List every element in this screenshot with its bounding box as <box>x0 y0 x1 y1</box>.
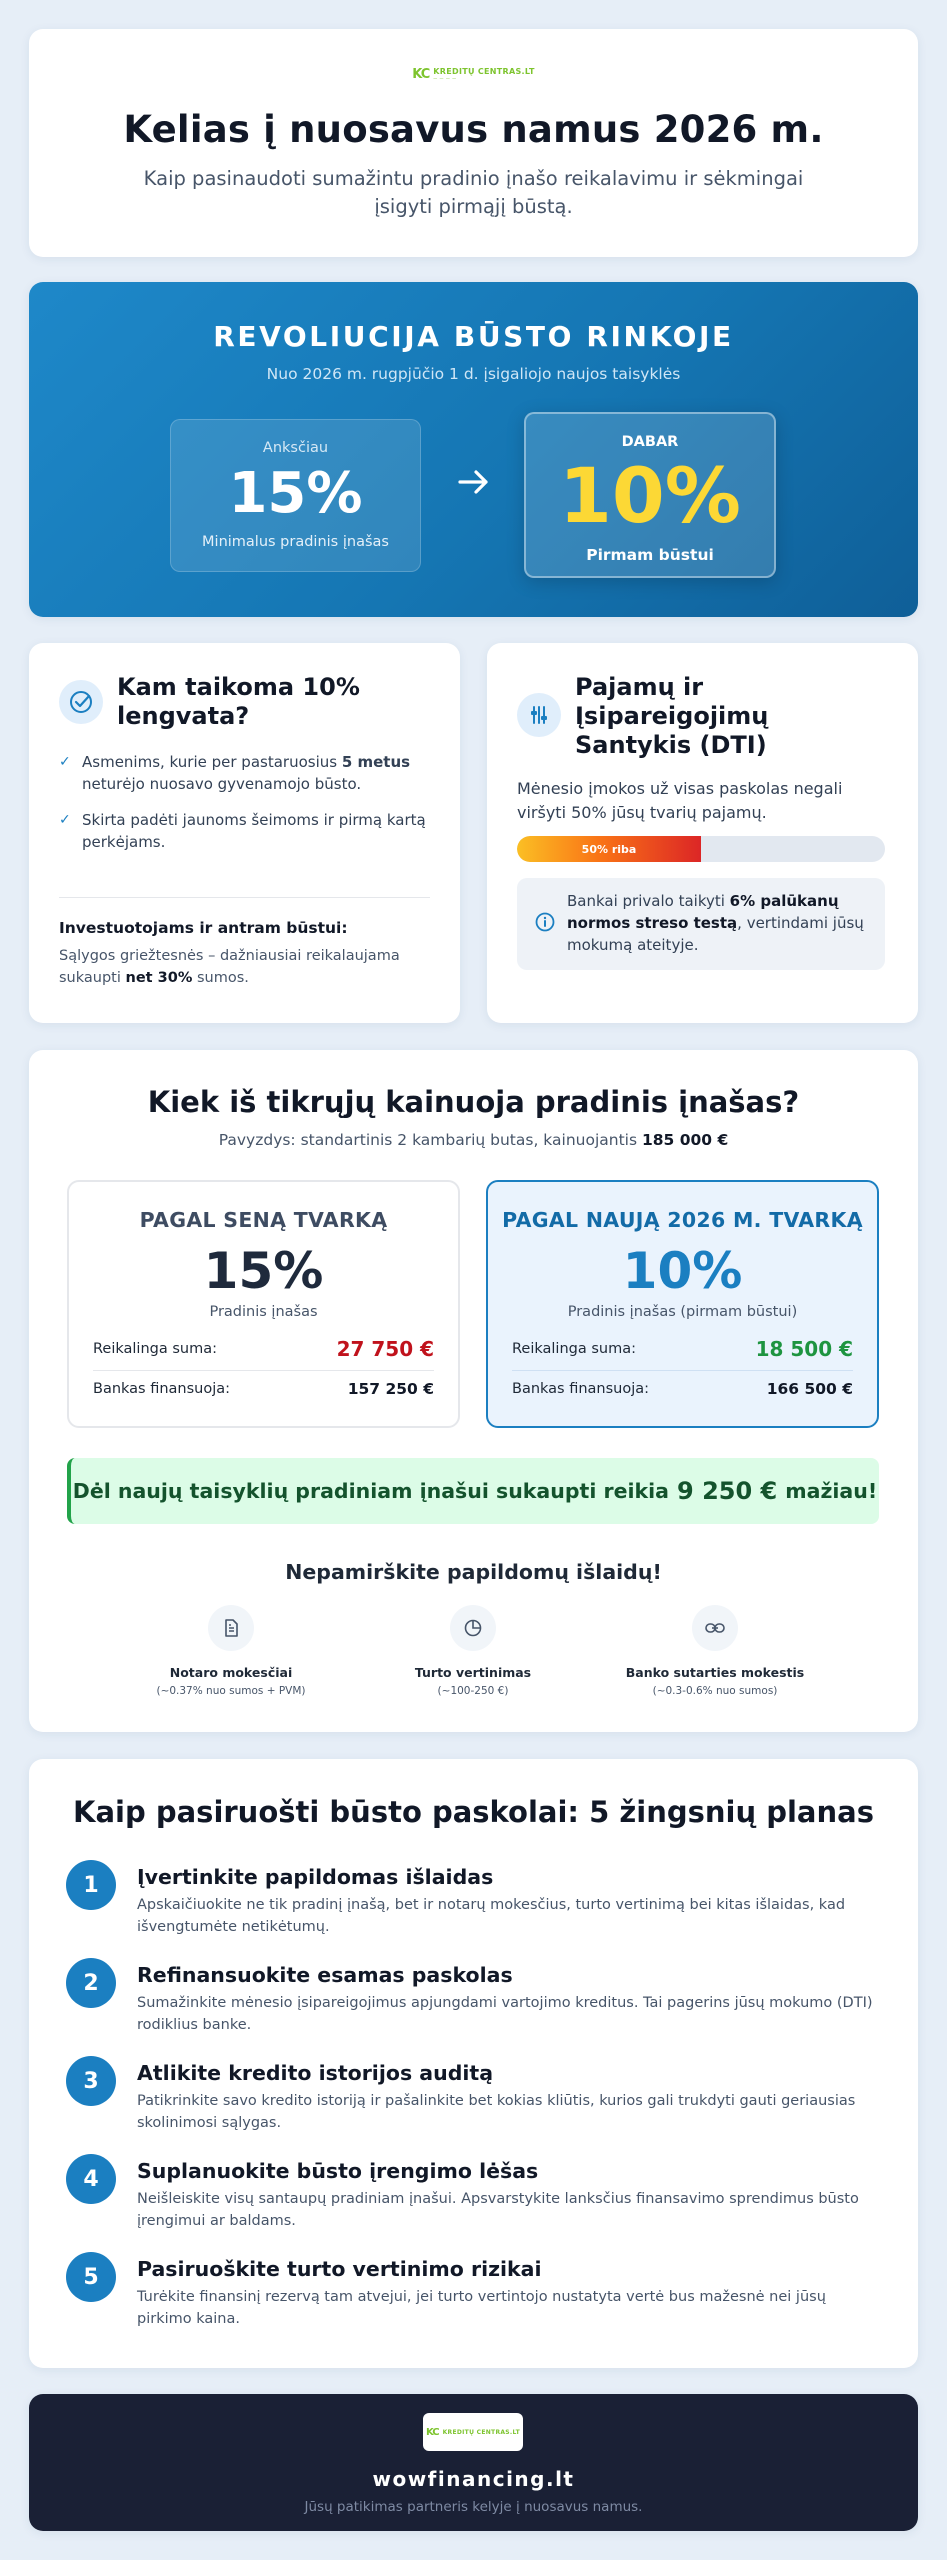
divider <box>93 1370 434 1371</box>
sliders-icon <box>517 693 561 737</box>
eligibility-card <box>29 643 460 1023</box>
hero-banner <box>29 282 918 617</box>
dti-card <box>487 643 918 1023</box>
check-icon: ✓ <box>59 754 71 770</box>
step-title: Refinansuokite esamas paskolas <box>137 1963 513 1987</box>
stress-test-text: Bankai privalo taikyti 6% palūkanų normos streso testą, vertindami jūsų mokumą ateityje. <box>567 892 864 954</box>
step-number: 3 <box>66 2056 116 2106</box>
steps-card <box>29 1759 918 2368</box>
hero-subtitle: Nuo 2026 m. rugpjūčio 1 d. įsigaliojo naujos taisyklės <box>266 365 681 383</box>
step-description: Apskaičiuokite ne tik pradinį įnašą, bet ir notarų mokesčius, turto vertinimą bei kitas išlaidas, kad išvengtumėte netikėtumų. <box>137 1897 846 1935</box>
eligibility-list <box>59 751 439 867</box>
divider <box>59 897 430 898</box>
logo-name: KREDITŲ CENTRAS.LT <box>442 2428 521 2436</box>
stress-test-info <box>517 878 885 970</box>
footer-logo[interactable] <box>423 2413 523 2451</box>
new-rate-caption: Pirmam būstui <box>586 546 714 564</box>
old-plan-financed-value: 157 250 € <box>347 1380 434 1398</box>
footer-tagline: Jūsų patikimas partneris kelyje į nuosavus namus. <box>304 2499 643 2515</box>
divider <box>512 1370 853 1371</box>
check-icon: ✓ <box>59 812 71 828</box>
step-description: Neišleiskite visų santaupų pradiniam įnašui. Apsvarstykite lanksčius finansavimo sprendimus būsto įrengimui ar baldams. <box>137 2191 859 2229</box>
step-number: 5 <box>66 2252 116 2302</box>
step-description: Patikrinkite savo kredito istoriją ir pašalinkite bet kokias kliūtis, kurios gali trukdyti gauti geriausias skolinimosi sąlygas. <box>137 2093 856 2131</box>
extra-costs-title: Nepamirškite papildomų išlaidų! <box>285 1560 662 1584</box>
step-number: 2 <box>66 1958 116 2008</box>
document-icon <box>208 1605 254 1651</box>
step-title: Suplanuokite būsto įrengimo lėšas <box>137 2159 539 2183</box>
page-subtitle: Kaip pasinaudoti sumažintu pradinio įnašo reikalavimu ir sėkmingai įsigyti pirmąjį būstą. <box>143 167 804 218</box>
old-rate-label: Anksčiau <box>262 440 329 456</box>
step-title: Įvertinkite papildomas išlaidas <box>137 1865 494 1889</box>
dti-limit-label: 50% riba <box>581 842 637 856</box>
new-rate-box <box>524 412 776 578</box>
logo-mark: KC <box>412 67 430 82</box>
step-title: Pasiruoškite turto vertinimo rizikai <box>137 2257 542 2281</box>
old-plan-title: PAGAL SENĄ TVARKĄ <box>139 1208 388 1232</box>
new-rate-value: 10% <box>559 451 741 540</box>
old-plan-percent: 15% <box>203 1242 324 1300</box>
dti-title: Pajamų ir Įsipareigojimų Santykis (DTI) <box>575 673 769 759</box>
logo-mark: KC <box>425 2426 439 2438</box>
cost-title: Kiek iš tikrųjų kainuoja pradinis įnašas? <box>147 1085 800 1119</box>
link-icon <box>692 1605 738 1651</box>
dti-description: Mėnesio įmokos už visas paskolas negali viršyti 50% jūsų tvarių pajamų. <box>517 779 843 822</box>
new-plan-financed-value: 166 500 € <box>766 1380 853 1398</box>
page-title: Kelias į nuosavus namus 2026 m. <box>123 108 824 151</box>
footer-site-link[interactable]: wowfinancing.lt <box>372 2467 575 2491</box>
cost-card <box>29 1050 918 1732</box>
old-plan-financed-row: Bankas finansuoja: 157 250 € <box>93 1380 434 1398</box>
new-plan-required-row: Reikalinga suma: 18 500 € <box>512 1337 853 1361</box>
list-item: ✓ Asmenims, kurie per pastaruosius 5 metus neturėjo nuosavo gyvenamojo būsto. <box>59 753 411 793</box>
savings-amount: 9 250 € <box>677 1477 778 1505</box>
dti-limit-bar-fill <box>517 836 701 862</box>
list-item: ✓ Skirta padėti jaunoms šeimoms ir pirmą kartą perkėjams. <box>59 811 426 851</box>
check-circle-icon <box>59 680 103 724</box>
step-number: 4 <box>66 2154 116 2204</box>
old-rate-caption: Minimalus pradinis įnašas <box>202 534 389 550</box>
steps-title: Kaip pasiruošti būsto paskolai: 5 žingsnių planas <box>73 1795 874 1829</box>
investor-title: Investuotojams ir antram būstui: <box>59 919 348 937</box>
info-icon <box>535 912 555 932</box>
step-description: Sumažinkite mėnesio įsipareigojimus apjungdami vartojimo kreditus. Tai pagerins jūsų mokumo (DTI) rodiklius banke. <box>137 1995 873 2033</box>
old-plan-box <box>67 1180 460 1428</box>
step-number: 1 <box>66 1860 116 1910</box>
pie-chart-icon <box>450 1605 496 1651</box>
cost-example: Pavyzdys: standartinis 2 kambarių butas, kainuojantis 185 000 € <box>218 1131 729 1149</box>
new-plan-title: PAGAL NAUJĄ 2026 M. TVARKĄ <box>502 1208 863 1232</box>
old-plan-percent-label: Pradinis įnašas <box>209 1304 318 1320</box>
new-rate-label: DABAR <box>621 434 679 450</box>
step-description: Turėkite finansinį rezervą tam atvejui, jei turto vertintojo nustatyta vertė bus mažesnė nei jūsų pirkimo kaina. <box>137 2289 826 2327</box>
investor-text: Sąlygos griežtesnės – dažniausiai reikalaujama sukaupti net 30% sumos. <box>59 948 400 986</box>
dti-limit-bar <box>517 836 885 862</box>
eligibility-title: Kam taikoma 10% lengvata? <box>117 673 360 730</box>
savings-banner: Dėl naujų taisyklių pradiniam įnašui sukaupti reikia 9 250 € mažiau! <box>67 1458 879 1524</box>
hero-title: REVOLIUCIJA BŪSTO RINKOJE <box>213 320 734 353</box>
header-card <box>29 29 918 257</box>
old-plan-required-row: Reikalinga suma: 27 750 € <box>93 1337 434 1361</box>
fee-item-notary: Notaro mokesčiai (~0.37% nuo sumos + PVM) <box>101 1605 361 1697</box>
step-title: Atlikite kredito istorijos auditą <box>137 2061 494 2085</box>
new-plan-required-value: 18 500 € <box>755 1337 853 1361</box>
footer <box>29 2394 918 2531</box>
old-plan-required-value: 27 750 € <box>336 1337 434 1361</box>
new-plan-percent-label: Pradinis įnašas (pirmam būstui) <box>567 1304 798 1320</box>
logo-name: KREDITŲ CENTRAS.LT <box>433 67 535 76</box>
old-rate-box <box>170 419 421 572</box>
brand-logo[interactable] <box>412 67 534 82</box>
fee-item-bank-contract: Banko sutarties mokestis (~0.3-0.6% nuo sumos) <box>585 1605 845 1697</box>
old-rate-value: 15% <box>228 461 363 526</box>
fee-item-valuation: Turto vertinimas (~100-250 €) <box>343 1605 603 1697</box>
arrow-right-icon <box>454 462 494 502</box>
new-plan-financed-row: Bankas finansuoja: 166 500 € <box>512 1380 853 1398</box>
new-plan-percent: 10% <box>622 1242 743 1300</box>
new-plan-box <box>486 1180 879 1428</box>
logo-subline: — — — — <box>433 76 457 81</box>
